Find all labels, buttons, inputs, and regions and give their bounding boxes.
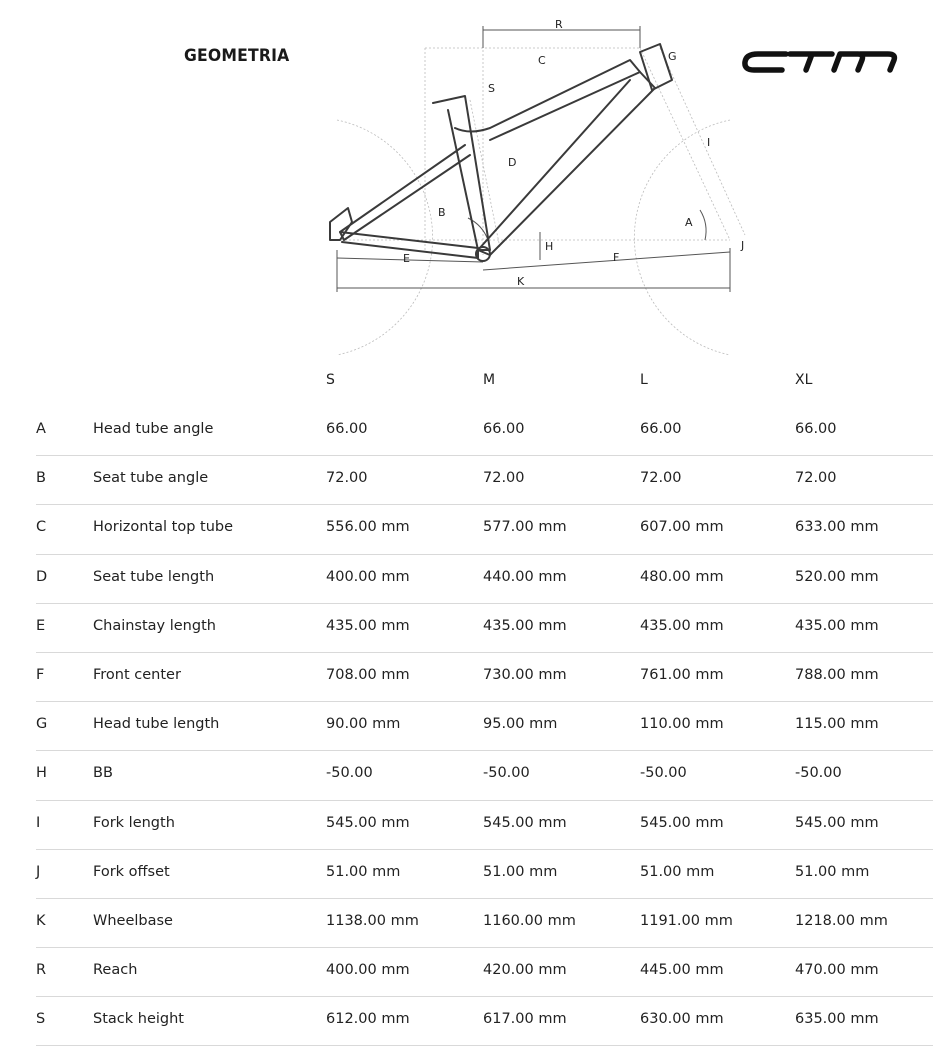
table-row — [36, 801, 933, 850]
row-name: Head tube length — [93, 716, 220, 733]
row-letter: K — [36, 912, 46, 929]
row-name: Wheelbase — [93, 912, 173, 929]
row-letter: C — [36, 519, 47, 536]
row-value: 420.00 mm — [483, 962, 567, 979]
size-header-xl: XL — [795, 372, 813, 388]
label-a: A — [685, 216, 693, 229]
row-letter: E — [36, 617, 46, 634]
row-value: 90.00 mm — [326, 716, 401, 733]
table-row — [36, 653, 933, 702]
row-value: 66.00 — [483, 421, 525, 437]
row-value: 400.00 mm — [326, 962, 410, 979]
row-letter: A — [36, 421, 46, 437]
size-header-row — [0, 372, 946, 396]
row-value: 788.00 mm — [795, 666, 879, 683]
ctm-logo — [740, 48, 910, 78]
dim-e — [337, 258, 483, 262]
table-row — [36, 604, 933, 653]
table-row — [36, 997, 933, 1046]
row-value: 445.00 mm — [640, 962, 724, 979]
table-row — [36, 702, 933, 751]
row-value: 480.00 mm — [640, 568, 724, 585]
row-value: 51.00 mm — [326, 863, 401, 880]
row-value: 51.00 mm — [795, 863, 870, 880]
row-letter: I — [36, 814, 41, 831]
label-g: G — [668, 50, 677, 63]
label-k: K — [517, 275, 525, 288]
table-row — [36, 456, 933, 505]
row-value: 72.00 — [483, 470, 525, 487]
row-name: Seat tube length — [93, 568, 215, 585]
table-row — [36, 751, 933, 800]
row-name: Fork offset — [93, 863, 170, 880]
row-letter: S — [36, 1011, 46, 1028]
row-value: -50.00 — [640, 765, 687, 782]
row-value: -50.00 — [483, 765, 530, 782]
row-value: 635.00 mm — [795, 1011, 879, 1028]
label-r: R — [555, 18, 563, 31]
row-value: 72.00 — [326, 470, 368, 487]
row-value: 435.00 mm — [640, 617, 724, 634]
label-c: C — [538, 54, 546, 67]
row-value: 1191.00 mm — [640, 912, 733, 929]
page-title: GEOMETRIA — [184, 46, 290, 66]
row-name: Chainstay length — [93, 617, 216, 634]
row-value: 435.00 mm — [795, 617, 879, 634]
label-f: F — [613, 251, 620, 264]
row-value: 72.00 — [795, 470, 837, 487]
label-h: H — [545, 240, 554, 253]
front-wheel-arc — [634, 120, 730, 355]
label-s: S — [488, 82, 495, 95]
row-name: Seat tube angle — [93, 470, 209, 487]
row-value: 51.00 mm — [640, 863, 715, 880]
frame-geometry-diagram — [320, 10, 760, 360]
row-name: Stack height — [93, 1011, 184, 1028]
row-value: 577.00 mm — [483, 519, 567, 536]
row-value: 470.00 mm — [795, 962, 879, 979]
label-d: D — [508, 156, 517, 169]
row-value: 1138.00 mm — [326, 912, 419, 929]
row-value: 435.00 mm — [483, 617, 567, 634]
row-name: Horizontal top tube — [93, 519, 234, 536]
row-value: 761.00 mm — [640, 666, 724, 683]
row-value: 545.00 mm — [483, 814, 567, 831]
row-value: 440.00 mm — [483, 568, 567, 585]
label-i: I — [707, 136, 711, 149]
row-value: 630.00 mm — [640, 1011, 724, 1028]
table-row — [36, 948, 933, 997]
row-value: 115.00 mm — [795, 716, 879, 733]
row-value: 556.00 mm — [326, 519, 410, 536]
label-j: J — [741, 239, 745, 252]
row-value: 545.00 mm — [795, 814, 879, 831]
table-row — [36, 850, 933, 899]
row-value: 545.00 mm — [326, 814, 410, 831]
row-value: 708.00 mm — [326, 666, 410, 683]
row-value: 617.00 mm — [483, 1011, 567, 1028]
size-header-s: S — [326, 372, 335, 388]
row-value: -50.00 — [795, 765, 842, 782]
row-value: 400.00 mm — [326, 568, 410, 585]
row-name: Head tube angle — [93, 421, 214, 437]
label-b: B — [438, 206, 446, 219]
seat-stay — [340, 145, 470, 240]
row-value: 110.00 mm — [640, 716, 724, 733]
row-letter: F — [36, 666, 45, 683]
row-value: 520.00 mm — [795, 568, 879, 585]
row-name: Front center — [93, 666, 181, 683]
size-header-m: M — [483, 372, 496, 388]
row-value: 633.00 mm — [795, 519, 879, 536]
row-letter: H — [36, 765, 47, 782]
row-value: 1218.00 mm — [795, 912, 888, 929]
label-e: E — [403, 252, 410, 265]
row-value: 51.00 mm — [483, 863, 558, 880]
row-value: 66.00 — [795, 421, 837, 437]
row-value: 612.00 mm — [326, 1011, 410, 1028]
dim-f — [483, 252, 730, 270]
size-header-l: L — [640, 372, 648, 388]
table-row — [36, 899, 933, 948]
down-tube — [478, 72, 655, 255]
table-row — [36, 555, 933, 604]
row-name: Fork length — [93, 814, 175, 831]
row-name: Reach — [93, 962, 138, 979]
row-value: 1160.00 mm — [483, 912, 576, 929]
row-letter: R — [36, 962, 47, 979]
row-letter: B — [36, 470, 46, 487]
row-value: -50.00 — [326, 765, 373, 782]
row-value: 95.00 mm — [483, 716, 558, 733]
row-value: 66.00 — [326, 421, 368, 437]
row-value: 545.00 mm — [640, 814, 724, 831]
row-value: 730.00 mm — [483, 666, 567, 683]
row-value: 66.00 — [640, 421, 682, 437]
row-name: BB — [93, 765, 113, 782]
row-letter: G — [36, 716, 48, 733]
row-value: 435.00 mm — [326, 617, 410, 634]
table-row — [36, 505, 933, 554]
row-value: 607.00 mm — [640, 519, 724, 536]
row-value: 72.00 — [640, 470, 682, 487]
row-letter: D — [36, 568, 48, 585]
row-letter: J — [36, 863, 41, 880]
table-row — [36, 407, 933, 456]
geometry-table — [36, 407, 933, 1046]
